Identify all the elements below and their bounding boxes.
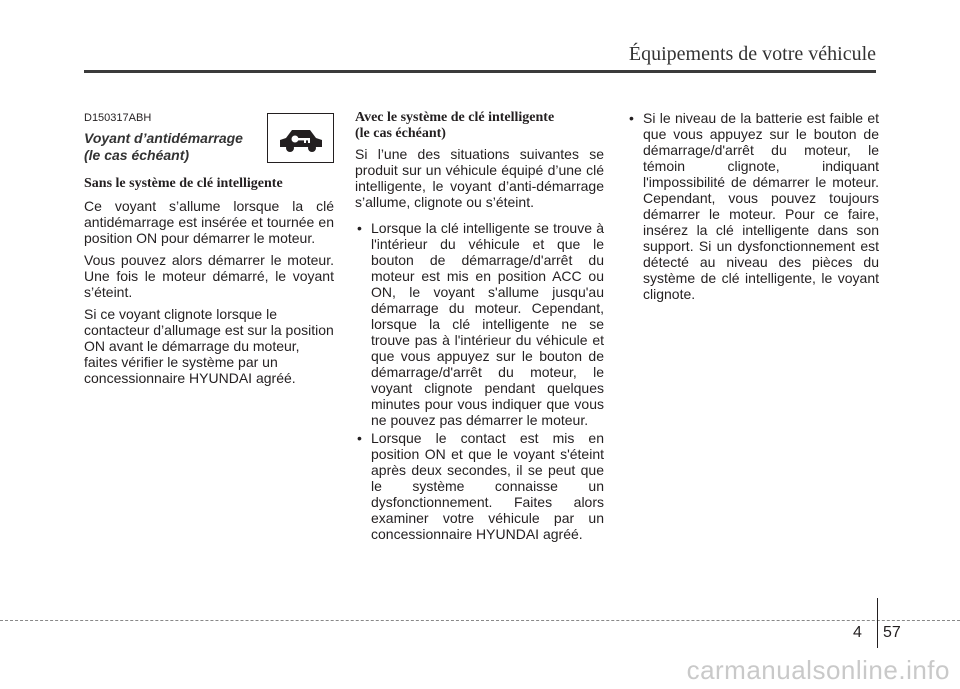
section-code: D150317ABH	[84, 112, 152, 124]
immobilizer-indicator-box	[267, 113, 334, 163]
bullet-list	[627, 110, 879, 302]
paragraph-3: Si ce voyant clignote lorsque le contacteur d’allumage est sur la position ON avant le démarrage du moteur, faites vérifier le système par un concessionnaire HYUNDAI agréé.	[84, 306, 334, 386]
bullet-list	[355, 220, 604, 542]
watermark: carmanualsonline.info	[686, 655, 950, 685]
subtitle-line-1: Voyant d’antidémarrage	[84, 130, 243, 146]
paragraph-2: Vous pouvez alors démarrer le moteur. Une fois le moteur démarré, le voyant s’éteint.	[84, 252, 334, 300]
list-item	[355, 430, 604, 542]
footer-rule	[0, 620, 960, 621]
page-header-title: Équipements de votre véhicule	[628, 43, 876, 65]
bullet: •	[357, 430, 362, 446]
section-subtitle	[84, 130, 254, 164]
list-item	[355, 220, 604, 428]
list-item-text: Lorsque le contact est mis en position ON et que le voyant s'éteint après deux secondes, il se peut que le système connaisse un dysfonctionnement. Faites alors examiner votre véhicule par un concessionnaire HYUNDAI agréé.	[371, 430, 604, 542]
list-item-text: Lorsque la clé intelligente se trouve à l'intérieur du véhicule et que le bouton de démarrage/d'arrêt du moteur est mis en position ACC ou ON, le voyant s'allume jusqu'au démarrage du moteur. Cependant, lorsque la clé intelligente ne se trouve pas à l'intérieur du véhicule et que vous appuyez sur le bouton de démarrage/d'arrêt du moteur, le voyant clignote pendant quelques minutes pour vous indiquer que vous ne pouvez pas démarrer le moteur.	[371, 220, 604, 428]
heading-with-smart-key	[355, 110, 604, 142]
heading-without-smart-key: Sans le système de clé intelligente	[84, 176, 283, 191]
chapter-number: 4	[853, 624, 862, 641]
list-item-text: Si le niveau de la batterie est faible et que vous appuyez sur le bouton de démarrage/d'arrêt du moteur, le témoin clignote, indiquant l'impossibilité de démarrer le moteur. Cependant, vous pouvez toujours démarrer le moteur. Pour ce faire, insérez la clé intelligente dans son support. Si un dysfonctionnement est détecté au niveau des pièces du système de clé intelligente, le voyant clignote.	[643, 110, 879, 302]
intro-paragraph: Si l’une des situations suivantes se produit sur un véhicule équipé d’une clé intelligente, le voyant d’anti-démarrage s’allume, clignote ou s’éteint.	[355, 146, 604, 210]
column-2	[355, 110, 604, 544]
header-rule	[84, 70, 876, 73]
subtitle-line-2: (le cas échéant)	[84, 147, 190, 163]
bullet: •	[629, 110, 634, 126]
heading-line-2: (le cas échéant)	[355, 126, 446, 141]
footer-divider	[877, 598, 878, 648]
list-item	[627, 110, 879, 302]
immobilizer-car-key-icon	[277, 123, 325, 153]
heading-line-1: Avec le système de clé intelligente	[355, 110, 555, 125]
page-number: 57	[883, 624, 901, 641]
column-3	[627, 110, 879, 304]
paragraph-1: Ce voyant s’allume lorsque la clé antidémarrage est insérée et tournée en position ON pour démarrer le moteur.	[84, 198, 334, 246]
bullet: •	[357, 220, 362, 236]
